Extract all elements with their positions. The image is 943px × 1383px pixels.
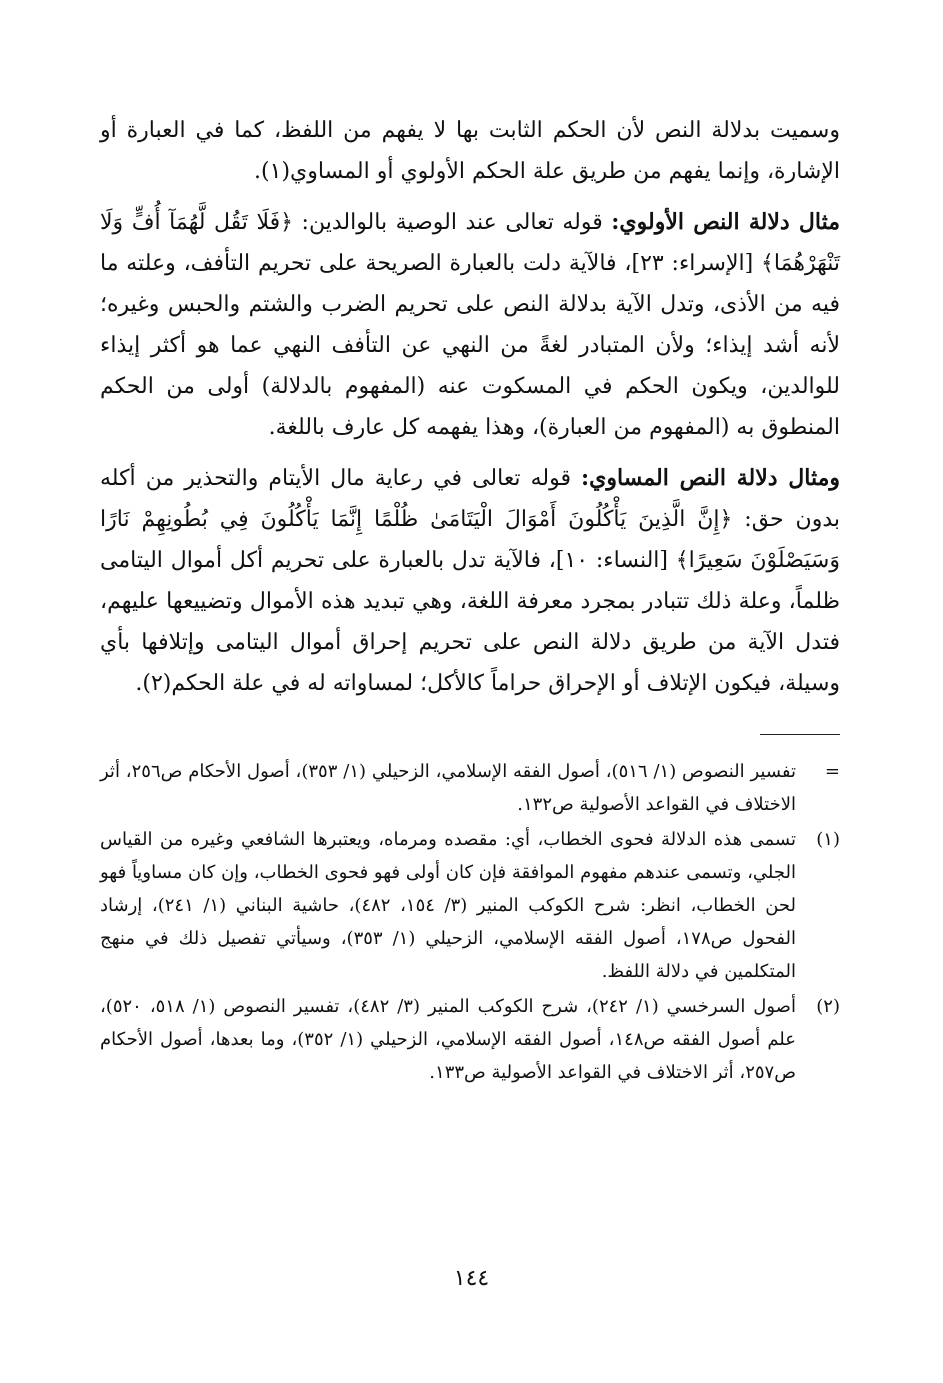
footnote-1 [100,823,840,988]
paragraph-text: قوله تعالى في رعاية مال الأيتام والتحذير من أكله بدون حق: ﴿إِنَّ الَّذِينَ يَأْكُلُونَ أَمْوَالَ الْيَتَامَىٰ ظُلْمًا إِنَّمَا يَأْكُلُونَ فِي بُطُونِهِمْ نَارًا وَسَيَصْلَوْنَ سَعِيرًا﴾ [النساء: ١٠]، فالآية تدل بالعبارة على تحريم أكل أموال اليتامى ظلماً، وعلة ذلك تتبادر بمجرد معرفة اللغة، وهي تبديد هذه الأموال وتضييعها عليهم، فتدل الآية من طريق دلالة النص على تحريم إحراق أموال اليتامى وإتلافها بأي وسيلة، فيكون الإتلاف أو الإحراق حراماً كالأكل؛ لمساواته له في علة الحكم(٢). [100,466,840,696]
page-number: ١٤٤ [453,1266,490,1291]
footnote-marker: = [824,761,840,782]
paragraph-lead: ومثال دلالة النص المساوي: [581,465,840,491]
paragraph-naming [100,110,840,192]
paragraph-lead: مثال دلالة النص الأولوي: [611,209,840,235]
footnote-marker: (١) [816,829,840,850]
paragraph-musawi-example [100,458,840,704]
footnote-marker: (٢) [816,996,840,1017]
footnote-2 [100,990,840,1089]
paragraph-text: قوله تعالى عند الوصية بالوالدين: ﴿فَلَا تَقُل لَّهُمَآ أُفٍّ وَلَا تَنْهَرْهُمَا﴾ [الإسراء: ٢٣]، فالآية دلت بالعبارة الصريحة على تحريم التأفف، وعلته ما فيه من الأذى، وتدل الآية بدلالة النص على تحريم الضرب والشتم والحبس وغيره؛ لأنه أشد إيذاء؛ ولأن المتبادر لغةً من النهي عن التأفف النهي عما هو أكثر إيذاء للوالدين، ويكون الحكم في المسكوت عنه (المفهوم بالدلالة) أولى من الحكم المنطوق به (المفهوم من العبارة)، وهذا يفهمه كل عارف باللغة. [100,210,840,440]
footnote-separator [760,734,840,735]
footnote-text: أصول السرخسي (١/ ٢٤٢)، شرح الكوكب المنير (٣/ ٤٨٢)، تفسير النصوص (١/ ٥١٨، ٥٢٠)، علم أصول الفقه ص١٤٨، أصول الفقه الإسلامي، الزحيلي (١/ ٣٥٢)، وما بعدها، أصول الأحكام ص٢٥٧، أثر الاختلاف في القواعد الأصولية ص١٣٣. [100,996,797,1083]
paragraph-awla-example [100,202,840,448]
paragraph-text: وسميت بدلالة النص لأن الحكم الثابت بها لا يفهم من اللفظ، كما في العبارة أو الإشارة، وإنما يفهم من طريق علة الحكم الأولوي أو المساوي(١). [100,118,840,184]
footnote-text: تفسير النصوص (١/ ٥١٦)، أصول الفقه الإسلامي، الزحيلي (١/ ٣٥٣)، أصول الأحكام ص٢٥٦، أثر الاختلاف في القواعد الأصولية ص١٣٢. [100,761,797,815]
footnote-continued [100,755,840,821]
footnote-text: تسمى هذه الدلالة فحوى الخطاب، أي: مقصده ومرماه، ويعتبرها الشافعي وغيره من القياس الجلي، وتسمى عندهم مفهوم الموافقة فإن كان أولى فهو فحوى الخطاب، وإن كان مساوياً فهو لحن الخطاب، انظر: شرح الكوكب المنير (٣/ ١٥٤، ٤٨٢)، حاشية البناني (١/ ٢٤١)، إرشاد الفحول ص١٧٨، أصول الفقه الإسلامي، الزحيلي (١/ ٣٥٣)، وسيأتي تفصيل ذلك في منهج المتكلمين في دلالة اللفظ. [100,829,796,982]
page-body [100,110,840,1310]
